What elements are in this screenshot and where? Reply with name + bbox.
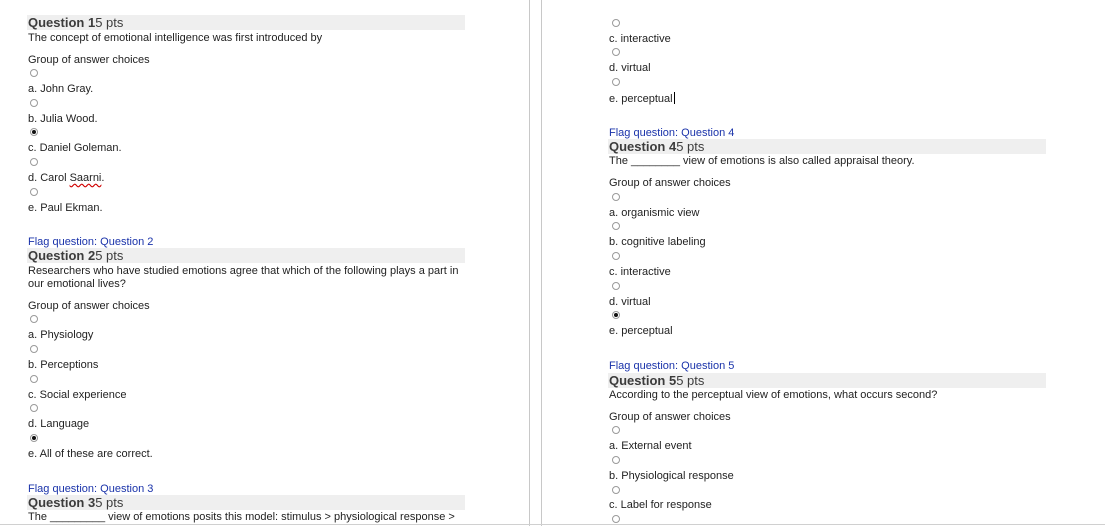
q2-option-d-label: d. Language (28, 418, 90, 430)
q5-option-a-radio[interactable] (612, 426, 620, 434)
question-3-title: Question 3 (28, 495, 96, 510)
question-1-group-label: Group of answer choices (28, 54, 150, 66)
q2-option-a-label: a. Physiology (28, 329, 94, 341)
question-4-group-label: Group of answer choices (609, 177, 731, 189)
q2-option-b-label: b. Perceptions (28, 359, 99, 371)
q1-option-c-label: c. Daniel Goleman. (28, 142, 122, 154)
q4-option-c-label: c. interactive (609, 266, 671, 278)
q5-option-b-radio[interactable] (612, 456, 620, 464)
q2-option-c-label: c. Social experience (28, 389, 127, 401)
question-5-header (608, 373, 1046, 388)
question-1-points: 5 pts (95, 15, 124, 30)
q4-option-a-radio[interactable] (612, 193, 620, 201)
q1-option-b-radio[interactable] (30, 99, 38, 107)
question-2-header (27, 248, 465, 263)
question-2-text: Researchers who have studied emotions agree that which of the following plays a part in our emotional lives? (28, 265, 459, 290)
q4-option-e-label: e. perceptual (609, 325, 673, 337)
q2-option-e-label: e. All of these are correct. (28, 448, 153, 460)
q5-option-a-label: a. External event (609, 440, 692, 452)
question-3-flag-link[interactable]: Flag question: Question 3 (28, 483, 154, 495)
question-4-flag-link[interactable]: Flag question: Question 4 (609, 127, 735, 139)
q1-option-d-text: d. Carol (28, 172, 70, 184)
q4-option-b-label: b. cognitive labeling (609, 236, 706, 248)
question-3-points: 5 pts (95, 495, 124, 510)
question-5-points: 5 pts (676, 373, 705, 388)
question-3-header (27, 495, 465, 510)
q1-option-d-radio[interactable] (30, 158, 38, 166)
q2-option-c-radio[interactable] (30, 375, 38, 383)
q1-option-d-tail: . (101, 172, 105, 184)
right-page-column (542, 0, 1105, 526)
q1-option-d-label (28, 172, 104, 184)
q1-option-c-radio[interactable] (30, 128, 38, 136)
text-caret (674, 92, 675, 104)
q2-option-e-radio[interactable] (30, 434, 38, 442)
question-2-flag-link[interactable]: Flag question: Question 2 (28, 236, 154, 248)
q2-option-a-radio[interactable] (30, 315, 38, 323)
q3-option-d-label: d. virtual (609, 62, 651, 74)
q4-option-c-radio[interactable] (612, 252, 620, 260)
question-4-header (608, 139, 1046, 154)
page-divider-left (529, 0, 530, 526)
bottom-rule (0, 524, 1105, 525)
q1-option-d-misspelled: Saarni (69, 172, 102, 184)
q3-option-d-radio[interactable] (612, 48, 620, 56)
q1-option-e-radio[interactable] (30, 188, 38, 196)
q5-option-c-radio[interactable] (612, 486, 620, 494)
q5-option-b-label: b. Physiological response (609, 470, 734, 482)
question-2-group-label: Group of answer choices (28, 300, 150, 312)
q3-option-c-label: c. interactive (609, 33, 671, 45)
question-3-text: The _________ view of emotions posits this model: stimulus > physiological response > (28, 511, 455, 523)
q1-option-a-label: a. John Gray. (28, 83, 94, 95)
q5-option-c-label: c. Label for response (609, 499, 712, 511)
question-1-header (27, 15, 465, 30)
q1-option-a-radio[interactable] (30, 69, 38, 77)
question-2-points: 5 pts (95, 248, 124, 263)
q4-option-b-radio[interactable] (612, 222, 620, 230)
q3-option-e-text: e. perceptual (609, 93, 673, 105)
question-5-title: Question 5 (609, 373, 677, 388)
question-5-flag-link[interactable]: Flag question: Question 5 (609, 360, 735, 372)
question-4-title: Question 4 (609, 139, 677, 154)
question-4-text: The ________ view of emotions is also called appraisal theory. (609, 155, 915, 167)
q4-option-d-radio[interactable] (612, 282, 620, 290)
question-5-text: According to the perceptual view of emotions, what occurs second? (609, 389, 938, 401)
q2-option-b-radio[interactable] (30, 345, 38, 353)
q2-option-d-radio[interactable] (30, 404, 38, 412)
q4-option-d-label: d. virtual (609, 296, 651, 308)
q4-option-a-label: a. organismic view (609, 207, 700, 219)
left-page-column (0, 0, 529, 526)
question-5-group-label: Group of answer choices (609, 411, 731, 423)
q4-option-e-radio[interactable] (612, 311, 620, 319)
question-4-points: 5 pts (676, 139, 705, 154)
question-1-title: Question 1 (28, 15, 96, 30)
q5-option-d-radio[interactable] (612, 515, 620, 523)
question-1-text: The concept of emotional intelligence was first introduced by (28, 32, 323, 44)
q3-option-e-label (609, 92, 675, 105)
q3-option-e-radio[interactable] (612, 78, 620, 86)
question-2-title: Question 2 (28, 248, 96, 263)
q1-option-b-label: b. Julia Wood. (28, 113, 98, 125)
q1-option-e-label: e. Paul Ekman. (28, 202, 103, 214)
q3-option-c-radio[interactable] (612, 19, 620, 27)
